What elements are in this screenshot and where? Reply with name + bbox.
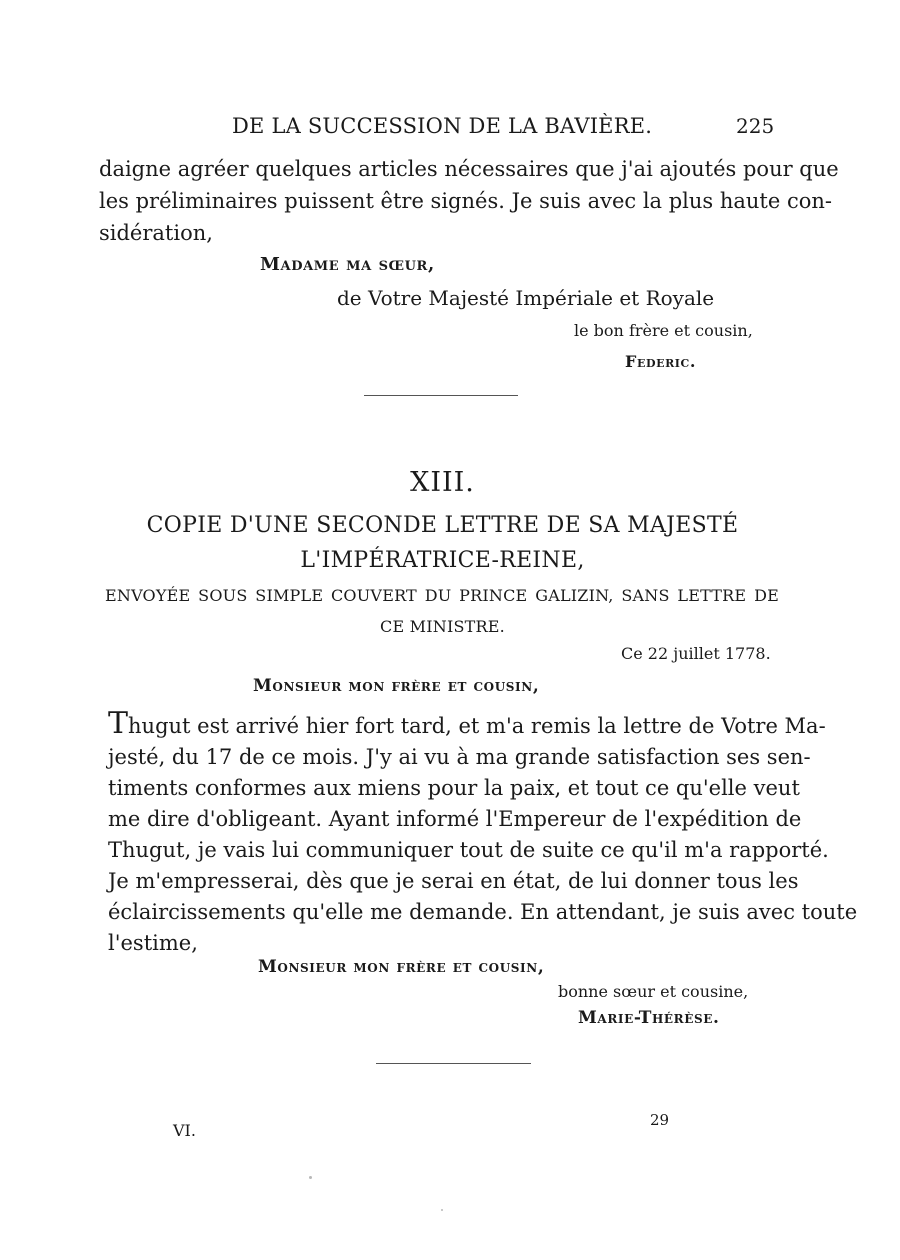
first-line-text: hugut est arrivé hier fort tard, et m'a remis la lettre de Votre Ma-	[128, 714, 826, 738]
section-end-divider	[376, 1063, 531, 1064]
sheet-number: 29	[650, 1111, 670, 1129]
closing-salutation-monsieur: Monsieur mon frère et cousin,	[258, 957, 545, 977]
drop-cap: T	[108, 706, 129, 741]
section-divider	[364, 395, 518, 396]
closing-paragraph-line: daigne agréer quelques articles nécessaires que j'ai ajoutés pour que	[99, 157, 839, 181]
salutation-madame: Madame ma sœur,	[260, 254, 435, 275]
letter-date: Ce 22 juillet 1778.	[621, 644, 771, 663]
letter-body-line: jesté, du 17 de ce mois. J'y ai vu à ma grande satisfaction ses sen-	[108, 745, 811, 769]
letter-body-line: éclaircissements qu'elle me demande. En attendant, je suis avec toute	[108, 900, 858, 924]
letter-body-line: Thugut, je vais lui communiquer tout de suite ce qu'il m'a rapporté.	[108, 838, 829, 862]
majesty-line: de Votre Majesté Impériale et Royale	[337, 286, 715, 310]
letter-body-line: Je m'empresserai, dès que je serai en état, de lui donner tous les	[108, 869, 799, 893]
closing-formula: le bon frère et cousin,	[574, 321, 753, 340]
running-head: DE LA SUCCESSION DE LA BAVIÈRE.	[232, 114, 653, 138]
signature-marie-therese: Marie-Thérèse.	[578, 1008, 720, 1028]
signature-mark: VI.	[173, 1121, 196, 1140]
letter-body-line: me dire d'obligeant. Ayant informé l'Empereur de l'expédition de	[108, 807, 802, 831]
signature-federic: Federic.	[625, 352, 697, 371]
salutation-monsieur: Monsieur mon frère et cousin,	[253, 676, 540, 696]
document-number: XIII.	[410, 467, 475, 498]
closing-paragraph-line: les préliminaires puissent être signés. Je suis avec la plus haute con-	[99, 189, 833, 213]
letter-body-line: l'estime,	[108, 931, 198, 955]
document-title-line2: L'IMPÉRATRICE-REINE,	[300, 548, 585, 573]
closing-formula-soeur: bonne sœur et cousine,	[558, 982, 749, 1001]
paper-speck	[441, 1209, 443, 1211]
page-number: 225	[736, 114, 775, 138]
closing-paragraph-line: sidération,	[99, 221, 213, 245]
letter-body-line: timents conformes aux miens pour la paix, et tout ce qu'elle veut	[108, 776, 800, 800]
document-title-line1: COPIE D'UNE SECONDE LETTRE DE SA MAJESTÉ	[146, 513, 739, 538]
paper-speck	[309, 1176, 312, 1179]
letter-body-line	[108, 706, 826, 741]
document-subtitle-line2: CE MINISTRE.	[380, 617, 505, 636]
document-subtitle-line1: ENVOYÉE SOUS SIMPLE COUVERT DU PRINCE GALIZIN, SANS LETTRE DE	[105, 586, 779, 605]
